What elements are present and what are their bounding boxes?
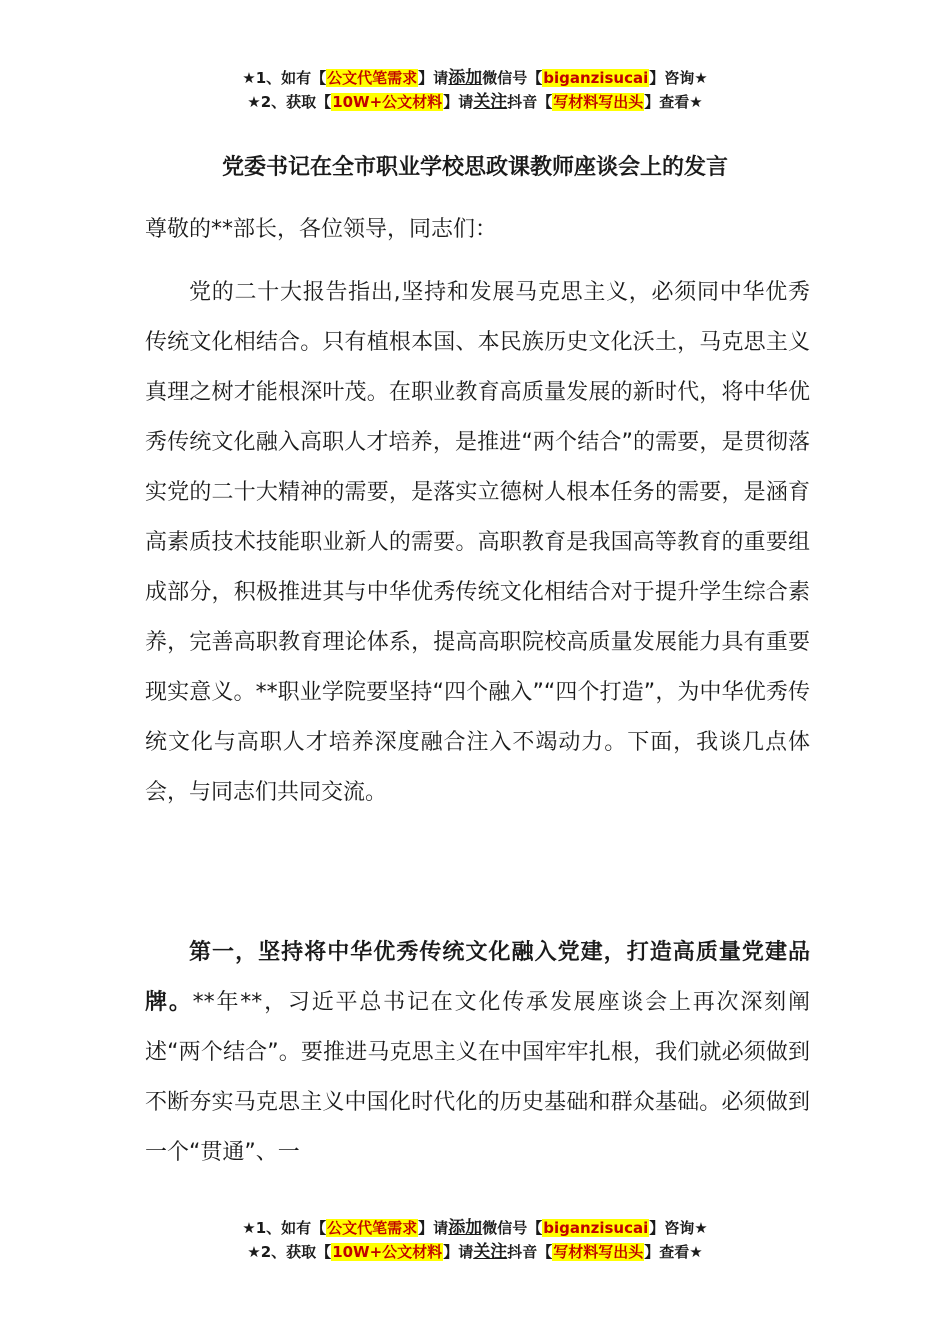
header-banner: [0, 66, 950, 114]
paragraph-1: 党的二十大报告指出,坚持和发展马克思主义，必须同中华优秀传统文化相结合。只有植根本国、本民族历史文化沃土，马克思主义真理之树才能根深叶茂。在职业教育高质量发展的新时代，将中华优秀传统文化融入高职人才培养，是推进“两个结合”的需要，是贯彻落实党的二十大精神的需要，是落实立德树人根本任务的需要，是涵育高素质技术技能职业新人的需要。高职教育是我国高等教育的重要组成部分，积极推进其与中华优秀传统文化相结合对于提升学生综合素养，完善高职教育理论体系，提高高职院校高质量发展能力具有重要现实意义。**职业学院要坚持“四个融入”“四个打造”，为中华优秀传统文化与高职人才培养深度融合注入不竭动力。下面，我谈几点体会，与同志们共同交流。: [145, 280, 810, 805]
footer-line-2: ★2、获取【10W+公文材料】请关注抖音【写材料写出头】查看★: [247, 1242, 703, 1262]
banner-line-2: ★2、获取【10W+公文材料】请关注抖音【写材料写出头】查看★: [247, 92, 703, 112]
footer-line-1: ★1、如有【公文代笔需求】请添加微信号【biganzisucai】咨询★: [242, 1218, 708, 1238]
highlight-douyin-account: 写材料写出头: [553, 93, 644, 111]
paragraph-2-heading: 第一，坚持将中华优秀传统文化融入党建，打造高质量党建品牌。: [145, 940, 810, 1015]
footer-banner: [0, 1216, 950, 1264]
banner-line-1: ★1、如有【公文代笔需求】请添加微信号【biganzisucai】咨询★: [242, 68, 708, 88]
document-title: 党委书记在全市职业学校思政课教师座谈会上的发言: [221, 155, 728, 180]
highlight-materials: 10W+公文材料: [332, 93, 443, 111]
paragraph-2-text: **年**，习近平总书记在文化传承发展座谈会上再次深刻阐述“两个结合”。要推进马克思主义在中国牢牢扎根，我们就必须做到不断夯实马克思主义中国化时代化的历史基础和群众基础。必须做到一个“贯通”、一: [145, 990, 810, 1165]
highlight-writing-service: 公文代笔需求: [327, 69, 418, 87]
paragraph-2: [145, 928, 810, 1178]
highlight-wechat-id: biganzisucai: [543, 69, 649, 87]
salutation: 尊敬的**部长，各位领导，同志们：: [145, 217, 498, 242]
